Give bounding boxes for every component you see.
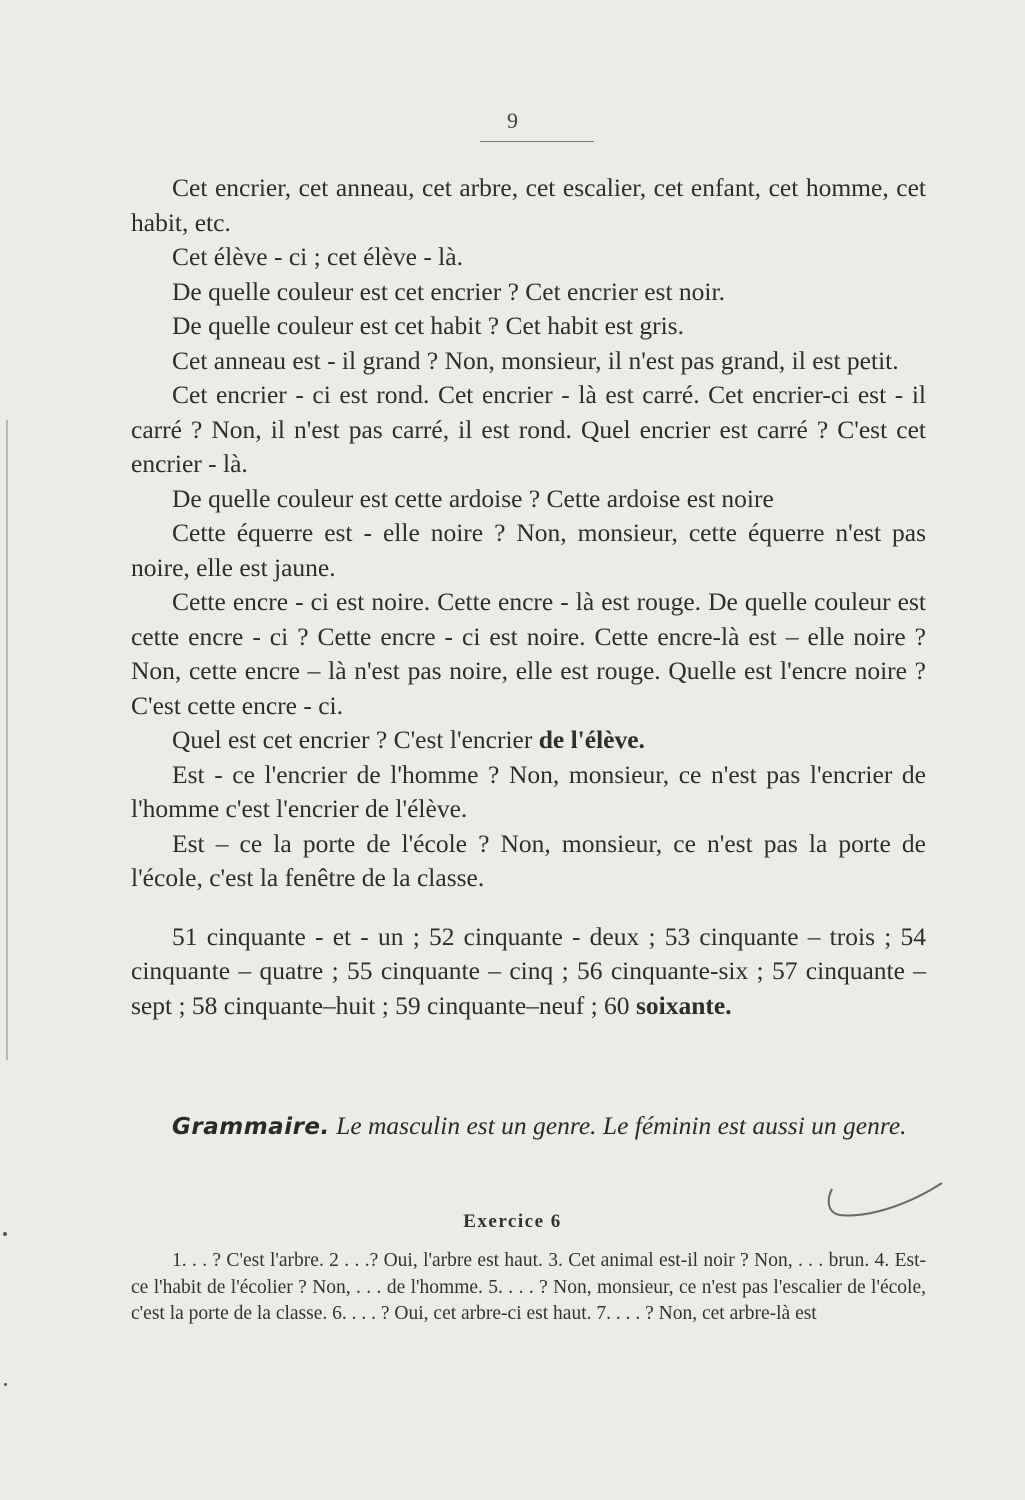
- page-speck: [4, 1383, 7, 1386]
- grammar-section: [131, 1109, 926, 1145]
- paragraph: Cet encrier, cet anneau, cet arbre, cet escalier, cet enfant, cet homme, cet habit, etc.: [131, 173, 926, 237]
- paragraph-eleve: [131, 723, 926, 758]
- paragraph: De quelle couleur est cet habit ? Cet habit est gris.: [172, 311, 684, 340]
- numbers-bold: soixante.: [635, 990, 732, 1020]
- exercise-text: 1. . . ? C'est l'arbre. 2 . . .? Oui, l'arbre est haut. 3. Cet animal est-il noir ? Non, . . . brun. 4. Est-ce l'habit de l'écolier ? Non, . . . de l'homme. 5. . . . ? Non, monsieur, ce n'est pas l'escalier de l'école, c'est la porte de la classe. 6. . . . ? Oui, cet arbre-ci est haut. 7. . . . ? Non, cet arbre-là est: [131, 1250, 926, 1324]
- paragraph: Cet élève - ci ; cet élève - là.: [172, 242, 463, 271]
- paragraph: Cette équerre est - elle noire ? Non, monsieur, cette équerre n'est pas noire, elle est jaune.: [131, 518, 926, 582]
- paragraph: De quelle couleur est cet encrier ? Cet encrier est noir.: [172, 276, 725, 306]
- paragraph: Cet anneau est - il grand ? Non, monsieur, il n'est pas grand, il est petit.: [172, 345, 899, 375]
- paragraph-bold: de l'élève.: [538, 725, 645, 754]
- exercise-title: Exercice 6: [463, 1211, 562, 1232]
- numbers-text: 51 cinquante - et - un ; 52 cinquante - deux ; 53 cinquante – trois ; 54 cinquante – quatre ; 55 cinquante – cinq ; 56 cinquante-six ; 57 cinquante – sept ; 58 cinquante–huit ; 59 cinquante–neuf ; 60: [131, 921, 926, 1020]
- paragraph: Cette encre - ci est noire. Cette encre - là est rouge. De quelle couleur est cette encre - ci ? Cette encre - ci est noire. Cette encre-là est – elle noire ? Non, cette encre – là n'est pas noire, elle est rouge. Quelle est l'encre noire ? C'est cette encre - ci.: [131, 587, 926, 720]
- paragraph-text: Quel est cet encrier ? C'est l'encrier: [172, 725, 533, 754]
- page-number: 9: [507, 108, 518, 133]
- grammar-label: Grammaire.: [172, 1114, 330, 1140]
- lesson-text: [131, 171, 926, 1023]
- grammar-text: Le masculin est un genre. Le féminin est aussi un genre.: [336, 1111, 907, 1140]
- paragraph: Cet encrier - ci est rond. Cet encrier - là est carré. Cet encrier-ci est - il carré ? Non, il n'est pas carré, il est rond. Quel encrier est carré ? C'est cet encrier - là.: [131, 380, 926, 478]
- paragraph: Est - ce l'encrier de l'homme ? Non, monsieur, ce n'est pas l'encrier de l'homme c'est l'encrier de l'élève.: [131, 759, 926, 823]
- page-number-rule: [480, 141, 594, 142]
- paragraph: Est – ce la porte de l'école ? Non, monsieur, ce n'est pas la porte de l'école, c'est la fenêtre de la classe.: [131, 828, 926, 892]
- page-edge-shadow: [6, 420, 8, 1060]
- page-speck: [3, 1232, 7, 1236]
- paragraph: De quelle couleur est cette ardoise ? Cette ardoise est noire: [172, 483, 774, 513]
- numbers-paragraph: [131, 920, 926, 1024]
